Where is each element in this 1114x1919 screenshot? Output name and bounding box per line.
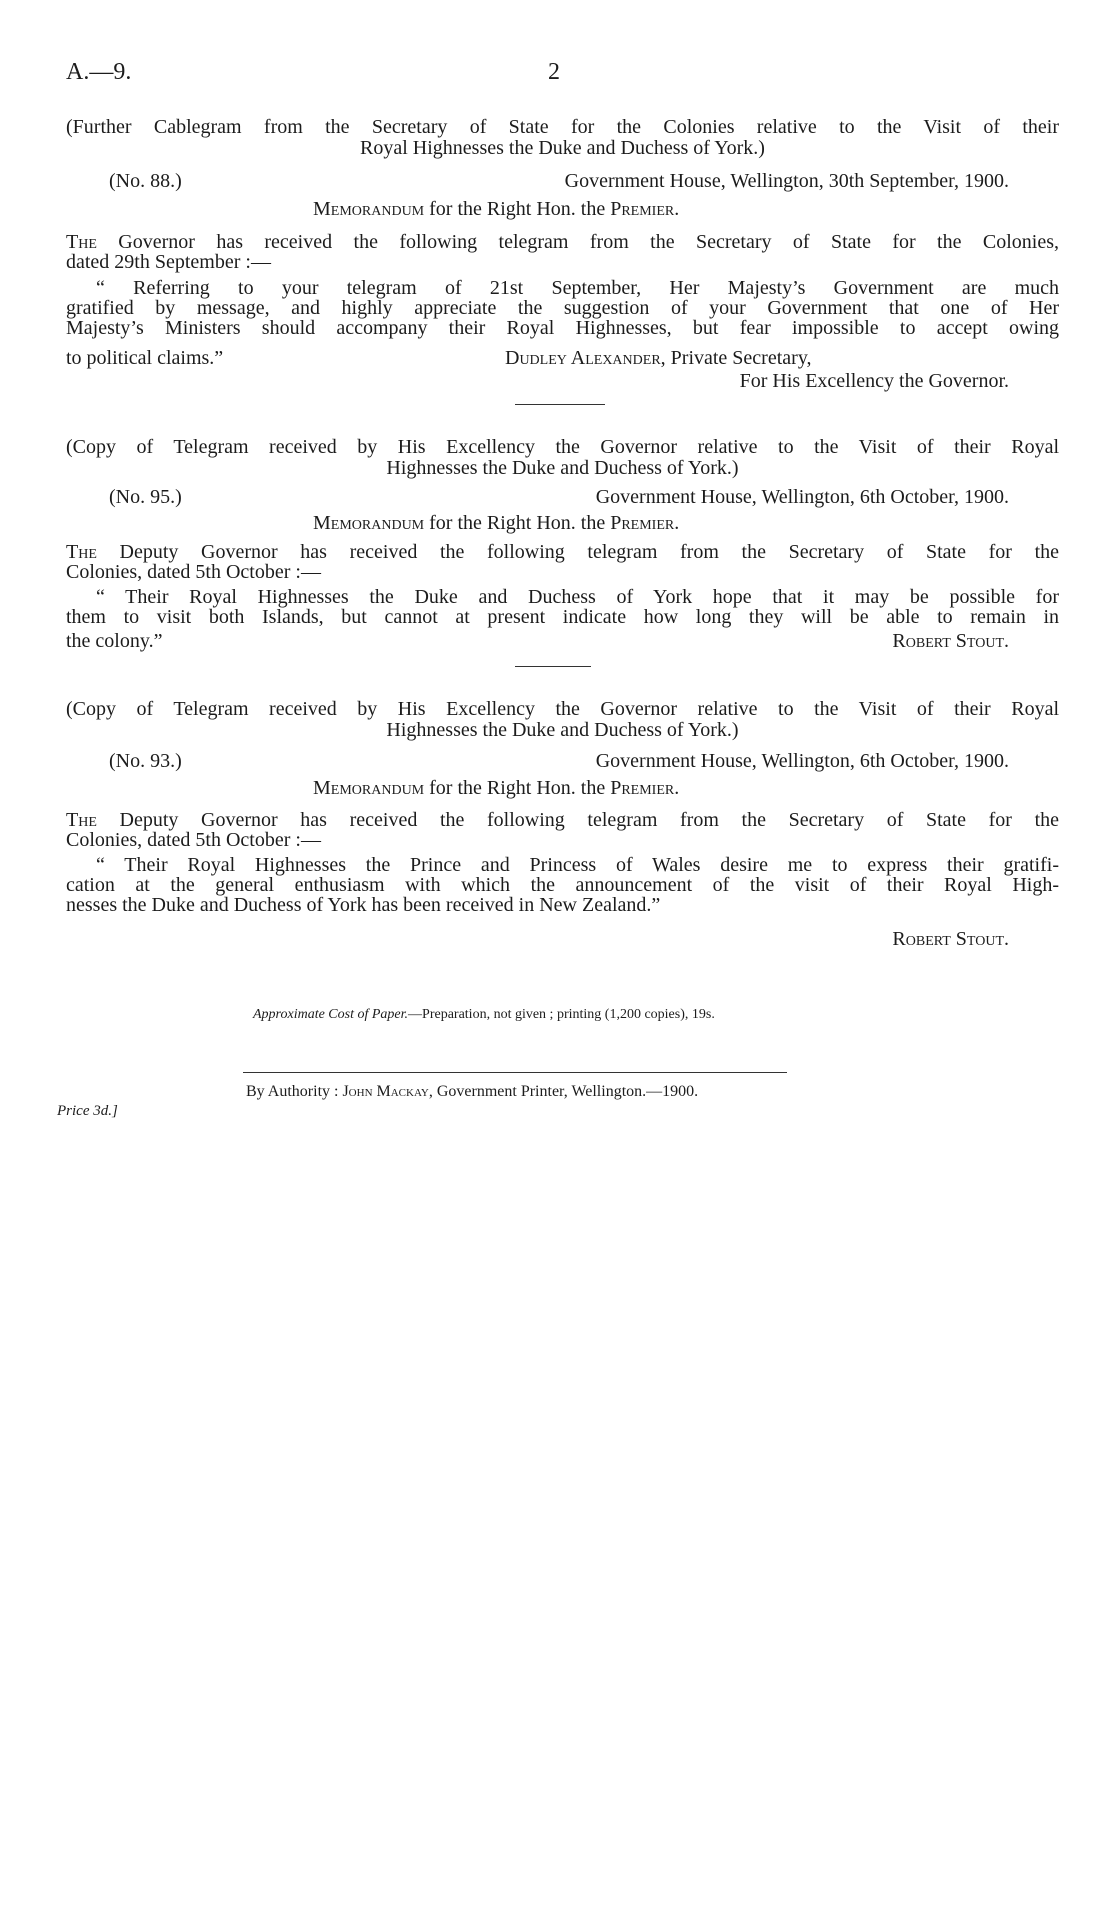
- section1-number: (No. 88.): [109, 170, 182, 192]
- memorandum-word: Memorandum: [313, 777, 425, 799]
- section2-quote: [66, 587, 1059, 627]
- memorandum-word: Memorandum: [313, 198, 425, 220]
- authority-prefix: By Authority :: [246, 1083, 339, 1100]
- section1-body-line1: [66, 232, 1059, 252]
- section2-heading-line2: Highnesses the Duke and Duchess of York.): [386, 457, 739, 479]
- price: Price 3d.]: [57, 1103, 118, 1119]
- cost-label: Approximate Cost of Paper.: [253, 1007, 409, 1022]
- section3-place-date: Government House, Wellington, 6th October, 1900.: [595, 750, 1009, 772]
- section2-body-line2: Colonies, dated 5th October :—: [66, 561, 321, 583]
- section2-quote-line3: the colony.”: [66, 630, 163, 652]
- section1-heading-line1: (Further Cablegram from the Secretary of State for the Colonies relative to the Visit of their: [66, 116, 1059, 138]
- section1-quote-line2: gratified by message, and highly appreciate the suggestion of your Government that one of Her: [66, 297, 1059, 319]
- memo-premier: Premier.: [610, 198, 680, 220]
- body-lead-word: The: [66, 231, 97, 253]
- section3-heading-line1: (Copy of Telegram received by His Excellency the Governor relative to the Visit of their Royal: [66, 698, 1059, 720]
- printer-name: John Mackay,: [342, 1083, 433, 1100]
- cost-text: —Preparation, not given ; printing (1,200 copies), 19s.: [408, 1007, 715, 1022]
- body-text: Deputy Governor has received the following telegram from the Secretary of State for the: [119, 809, 1060, 831]
- section1-quote-line1: “ Referring to your telegram of 21st September, Her Majesty’s Government are much: [96, 277, 1059, 299]
- section1-quote-line3: Majesty’s Ministers should accompany their Royal Highnesses, but fear impossible to accept owing: [66, 317, 1059, 339]
- section3-quote-line3: nesses the Duke and Duchess of York has been received in New Zealand.”: [66, 894, 661, 916]
- memorandum-word: Memorandum: [313, 512, 425, 534]
- body-text: Deputy Governor has received the following telegram from the Secretary of State for the: [119, 541, 1060, 563]
- section1-memorandum: [313, 199, 679, 219]
- section1-quote-line4: to political claims.”: [66, 347, 224, 369]
- section2-memorandum: [313, 513, 679, 533]
- body-lead-word: The: [66, 541, 97, 563]
- memo-addressee: for the Right Hon. the: [429, 777, 606, 799]
- doc-reference: A.—9.: [66, 59, 132, 85]
- signatory-title: Private Secretary,: [670, 347, 812, 369]
- footer-rule: [243, 1072, 787, 1073]
- section1-quote: [66, 278, 1059, 338]
- section3-quote: [66, 855, 1059, 915]
- section2-heading-line1: (Copy of Telegram received by His Excellency the Governor relative to the Visit of their Royal: [66, 436, 1059, 458]
- section1-body-line2: dated 29th September :—: [66, 251, 271, 273]
- section3-heading-line2: Highnesses the Duke and Duchess of York.): [386, 719, 739, 741]
- section3-body: [66, 810, 1059, 850]
- section1-signatory: [505, 348, 812, 368]
- section2-place-date: Government House, Wellington, 6th October, 1900.: [595, 486, 1009, 508]
- section2-body: [66, 542, 1059, 582]
- memo-premier: Premier.: [610, 512, 680, 534]
- authority-suffix: Government Printer, Wellington.—1900.: [436, 1083, 699, 1100]
- memo-addressee: for the Right Hon. the: [429, 512, 606, 534]
- section3-number: (No. 93.): [109, 750, 182, 772]
- section2-quote-line1: “ Their Royal Highnesses the Duke and Duchess of York hope that it may be possible for: [96, 586, 1059, 608]
- section1-heading-line2: Royal Highnesses the Duke and Duchess of York.): [360, 137, 765, 159]
- section1-signatory-line2: For His Excellency the Governor.: [739, 370, 1009, 392]
- body-lead-word: The: [66, 809, 97, 831]
- section1-place-date: Government House, Wellington, 30th September, 1900.: [564, 170, 1009, 192]
- section2-body-line1: [66, 542, 1059, 562]
- section1-body: [66, 232, 1059, 272]
- cost-of-paper: [253, 1007, 715, 1023]
- section3-memorandum: [313, 778, 679, 798]
- section2-number: (No. 95.): [109, 486, 182, 508]
- section3-quote-line1: “ Their Royal Highnesses the Prince and Princess of Wales desire me to express their gratifi-: [96, 854, 1059, 876]
- section3-body-line2: Colonies, dated 5th October :—: [66, 829, 321, 851]
- section3-quote-line2: cation at the general enthusiasm with which the announcement of the visit of their Royal High-: [66, 874, 1059, 896]
- memo-addressee: for the Right Hon. the: [429, 198, 606, 220]
- section2-quote-line2: them to visit both Islands, but cannot at present indicate how long they will be able to remain in: [66, 606, 1059, 628]
- section1-heading: [66, 117, 1059, 159]
- section-divider-2: [515, 666, 591, 667]
- section2-heading: [66, 437, 1059, 479]
- section-divider-1: [515, 404, 605, 405]
- authority-line: [246, 1083, 698, 1101]
- memo-premier: Premier.: [610, 777, 680, 799]
- section3-body-line1: [66, 810, 1059, 830]
- section2-signatory: Robert Stout.: [892, 630, 1009, 652]
- body-text: Governor has received the following telegram from the Secretary of State for the Colonies,: [118, 231, 1060, 253]
- page-number: 2: [548, 59, 560, 85]
- section3-signatory: Robert Stout.: [892, 928, 1009, 950]
- section3-heading: [66, 699, 1059, 741]
- signatory-name: Dudley Alexander,: [505, 347, 666, 369]
